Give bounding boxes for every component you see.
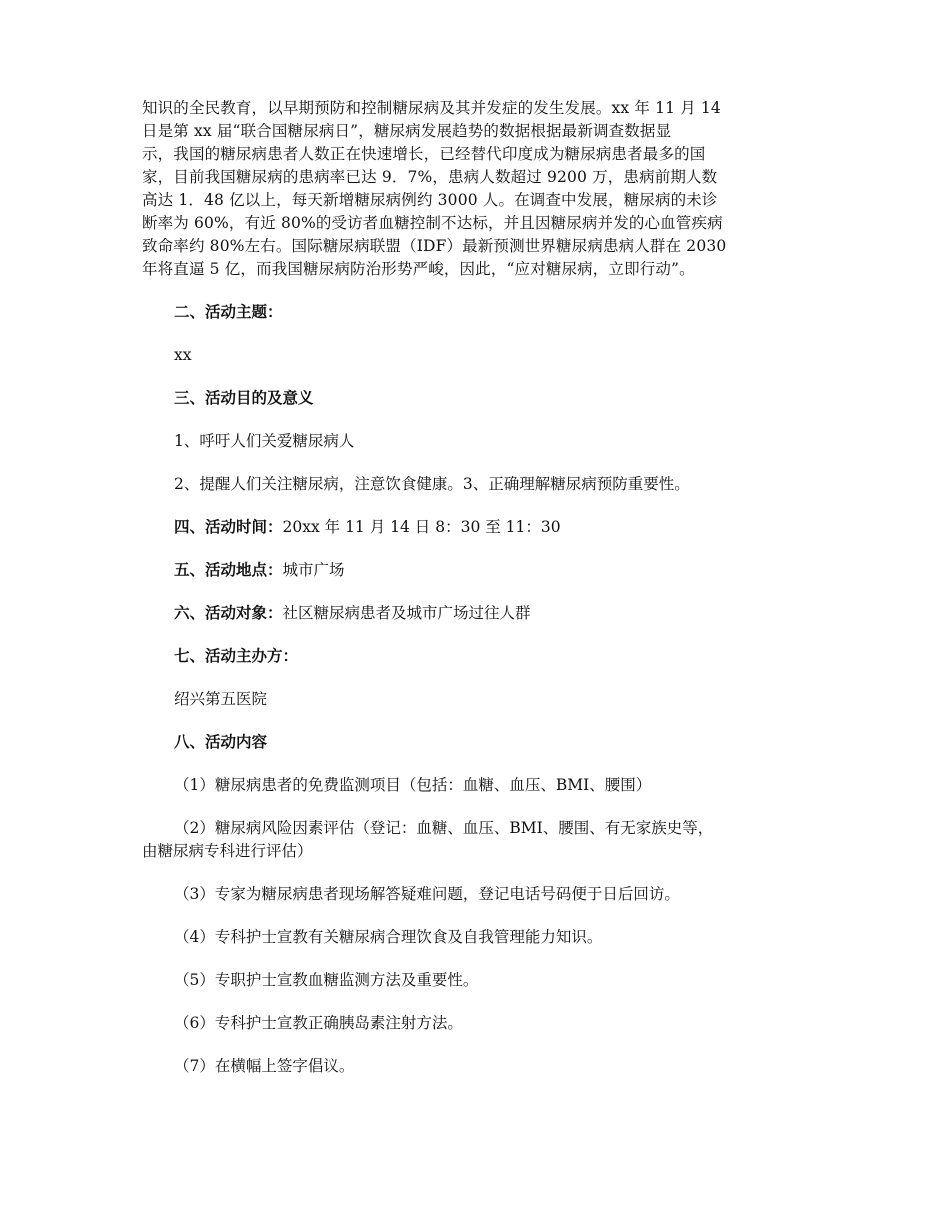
section-4 [142,516,812,539]
section-value: 20xx 年 11 月 14 日 8：30 至 11：30 [282,518,561,536]
intro-paragraph [142,97,812,281]
section-7-heading [142,645,812,668]
section-heading: 八、活动内容 [174,733,268,751]
content-item-4: （4）专科护士宣教有关糖尿病合理饮食及自我管理能力知识。 [174,928,603,946]
intro-line: 日是第 xx 届“联合国糖尿病日”，糖尿病发展趋势的数据根据最新调查数据显 [142,122,672,140]
intro-line: 高达 1．48 亿以上，每天新增糖尿病例约 3000 人。在调查中发展，糖尿病的未诊 [142,191,718,209]
content-item-2-line: （2）糖尿病风险因素评估（登记：血糖、血压、BMI、腰围、有无家族史等， [174,819,714,837]
section-3-heading [142,387,812,410]
section-heading: 四、活动时间： [174,518,283,536]
section-heading: 六、活动对象： [174,604,283,622]
content-item-2 [142,817,812,863]
intro-line: 示，我国的糖尿病患者人数正在快速增长，已经替代印度成为糖尿病患者最多的国 [142,145,706,163]
section-6 [142,602,812,625]
section-value: 城市广场 [282,561,345,579]
content-item-7: （7）在横幅上签字倡议。 [174,1057,355,1075]
intro-line: 年将直逼 5 亿，而我国糖尿病防治形势严峻，因此，“应对糖尿病，立即行动”。 [142,260,695,278]
intro-line: 断率为 60%，有近 80%的受访者血糖控制不达标，并且因糖尿病并发的心血管疾病 [142,214,723,232]
content-item-2-line: 由糖尿病专科进行评估） [142,842,313,860]
section-8-heading [142,731,812,754]
section-heading: 五、活动地点： [174,561,283,579]
section-2-body: xx [174,346,192,364]
intro-line: 知识的全民教育，以早期预防和控制糖尿病及其并发症的发生发展。xx 年 11 月 14 [142,99,721,117]
content-item-3: （3）专家为糖尿病患者现场解答疑难问题，登记电话号码便于日后回访。 [174,885,680,903]
content-item-1: （1）糖尿病患者的免费监测项目（包括：血糖、血压、BMI、腰围） [174,776,652,794]
intro-line: 家，目前我国糖尿病的患病率已达 9．7%，患病人数超过 9200 万，患病前期人数 [142,168,718,186]
section-heading: 二、活动主题： [174,303,283,321]
section-5 [142,559,812,582]
section-3-item-2: 2、提醒人们关注糖尿病，注意饮食健康。3、正确理解糖尿病预防重要性。 [174,475,690,493]
section-heading: 三、活动目的及意义 [174,389,314,407]
section-heading: 七、活动主办方： [174,647,299,665]
section-7-body: 绍兴第五医院 [174,690,268,708]
content-item-5: （5）专职护士宣教血糖监测方法及重要性。 [174,971,479,989]
section-3-item-1: 1、呼吁人们关爱糖尿病人 [174,432,355,450]
section-value: 社区糖尿病患者及城市广场过往人群 [282,604,531,622]
intro-line: 致命率约 80%左右。国际糖尿病联盟（IDF）最新预测世界糖尿病患病人群在 2030 [142,237,727,255]
document-page [142,97,812,1098]
section-2-heading [142,301,812,324]
content-item-6: （6）专科护士宣教正确胰岛素注射方法。 [174,1014,463,1032]
